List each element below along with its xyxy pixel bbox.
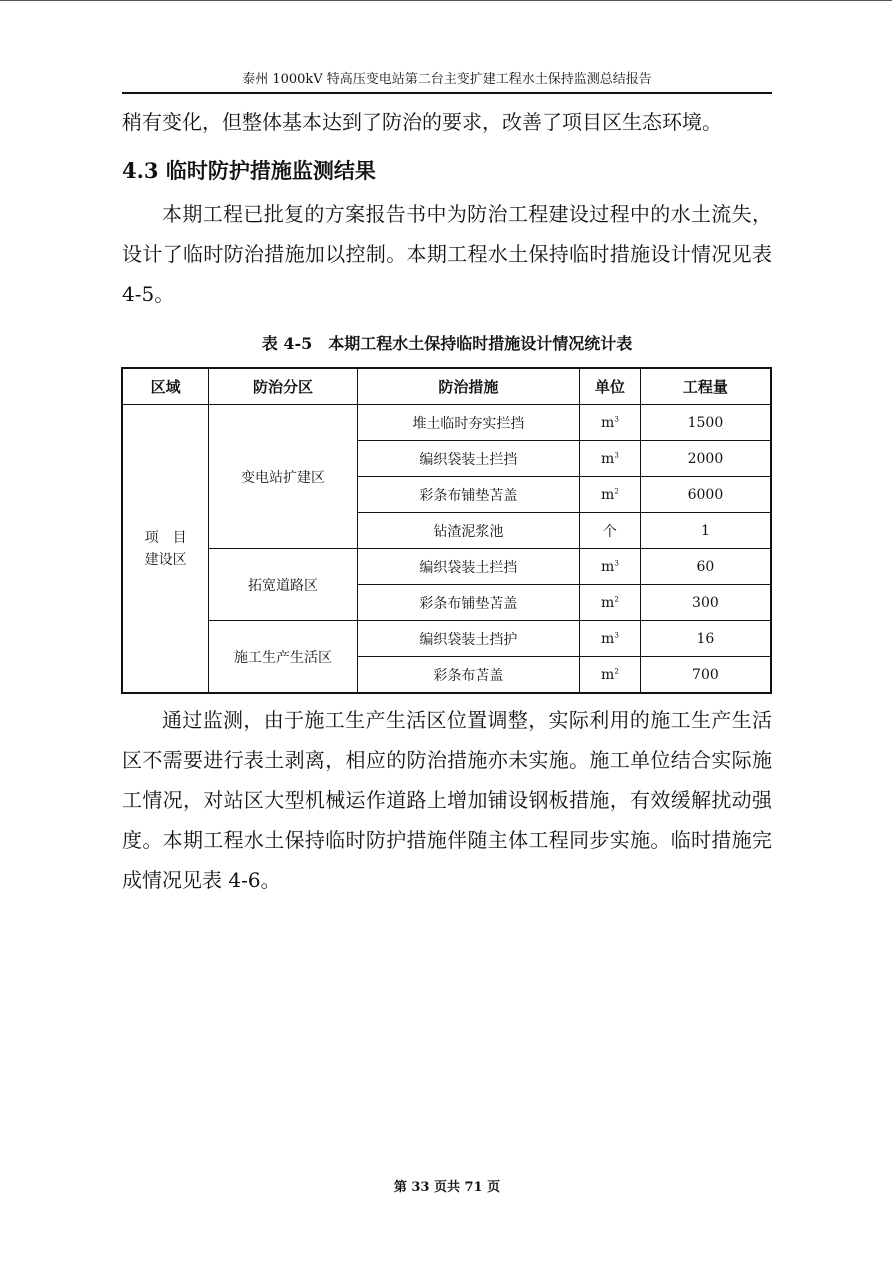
measure-cell: 编织袋装土拦挡 (357, 441, 579, 477)
quantity-cell: 300 (640, 585, 771, 621)
section-heading: 4.3 临时防护措施监测结果 (122, 158, 376, 183)
table-row (122, 549, 771, 585)
page-top-rule (0, 0, 892, 1)
quantity-cell: 1 (640, 513, 771, 549)
measures-table (121, 367, 772, 694)
unit-cell: $m^3$ (580, 549, 641, 585)
measure-cell: 编织袋装土挡护 (357, 621, 579, 657)
quantity-cell: 1500 (640, 405, 771, 441)
header-quantity: 工程量 (640, 368, 771, 405)
quantity-cell: 60 (640, 549, 771, 585)
unit-cell: 个 (580, 513, 641, 549)
unit-cell: $m^2$ (580, 477, 641, 513)
measure-cell: 彩条布铺垫苫盖 (357, 477, 579, 513)
measure-cell: 彩条布苫盖 (357, 657, 579, 694)
region-line-2: 建设区 (144, 551, 187, 568)
quantity-cell: 2000 (640, 441, 771, 477)
quantity-cell: 700 (640, 657, 771, 694)
paragraph-intro: 本期工程已批复的方案报告书中为防治工程建设过程中的水土流失，设计了临时防治措施加以控制。本期工程水土保持临时措施设计情况见表 4-5。 (122, 202, 772, 306)
measure-cell: 彩条布铺垫苫盖 (357, 585, 579, 621)
unit-cell: $m^2$ (580, 585, 641, 621)
table-row (122, 621, 771, 657)
paragraph-continuation: 稍有变化，但整体基本达到了防治的要求，改善了项目区生态环境。 (122, 110, 722, 134)
region-cell (122, 405, 209, 694)
quantity-cell: 6000 (640, 477, 771, 513)
zone-cell: 施工生产生活区 (209, 621, 358, 694)
region-line-1: 项 目 (144, 529, 187, 546)
measure-cell: 编织袋装土拦挡 (357, 549, 579, 585)
header-unit: 单位 (580, 368, 641, 405)
unit-cell: $m^3$ (580, 621, 641, 657)
table-row (122, 405, 771, 441)
header-rule (122, 92, 772, 94)
unit-cell: $m^3$ (580, 441, 641, 477)
table-header-row (122, 368, 771, 405)
unit-cell: $m^3$ (580, 405, 641, 441)
page-number: 第 33 页共 71 页 (393, 1180, 501, 1195)
measure-cell: 堆土临时夯实拦挡 (357, 405, 579, 441)
zone-cell: 拓宽道路区 (209, 549, 358, 621)
header-region: 区域 (122, 368, 209, 405)
header-measure: 防治措施 (357, 368, 579, 405)
header-zone: 防治分区 (209, 368, 358, 405)
unit-cell: $m^2$ (580, 657, 641, 694)
zone-cell: 变电站扩建区 (209, 405, 358, 549)
running-header: 泰州 1000kV 特高压变电站第二台主变扩建工程水土保持监测总结报告 (242, 72, 652, 87)
measure-cell: 钻渣泥浆池 (357, 513, 579, 549)
paragraph-monitoring: 通过监测，由于施工生产生活区位置调整，实际利用的施工生产生活区不需要进行表土剥离，相应的防治措施亦未实施。施工单位结合实际施工情况，对站区大型机械运作道路上增加铺设钢板措施，有效缓解扰动强度。本期工程水土保持临时防护措施伴随主体工程同步实施。临时措施完成情况见表 4-6。 (122, 708, 772, 892)
quantity-cell: 16 (640, 621, 771, 657)
table-caption: 表 4-5 本期工程水土保持临时措施设计情况统计表 (261, 334, 633, 353)
